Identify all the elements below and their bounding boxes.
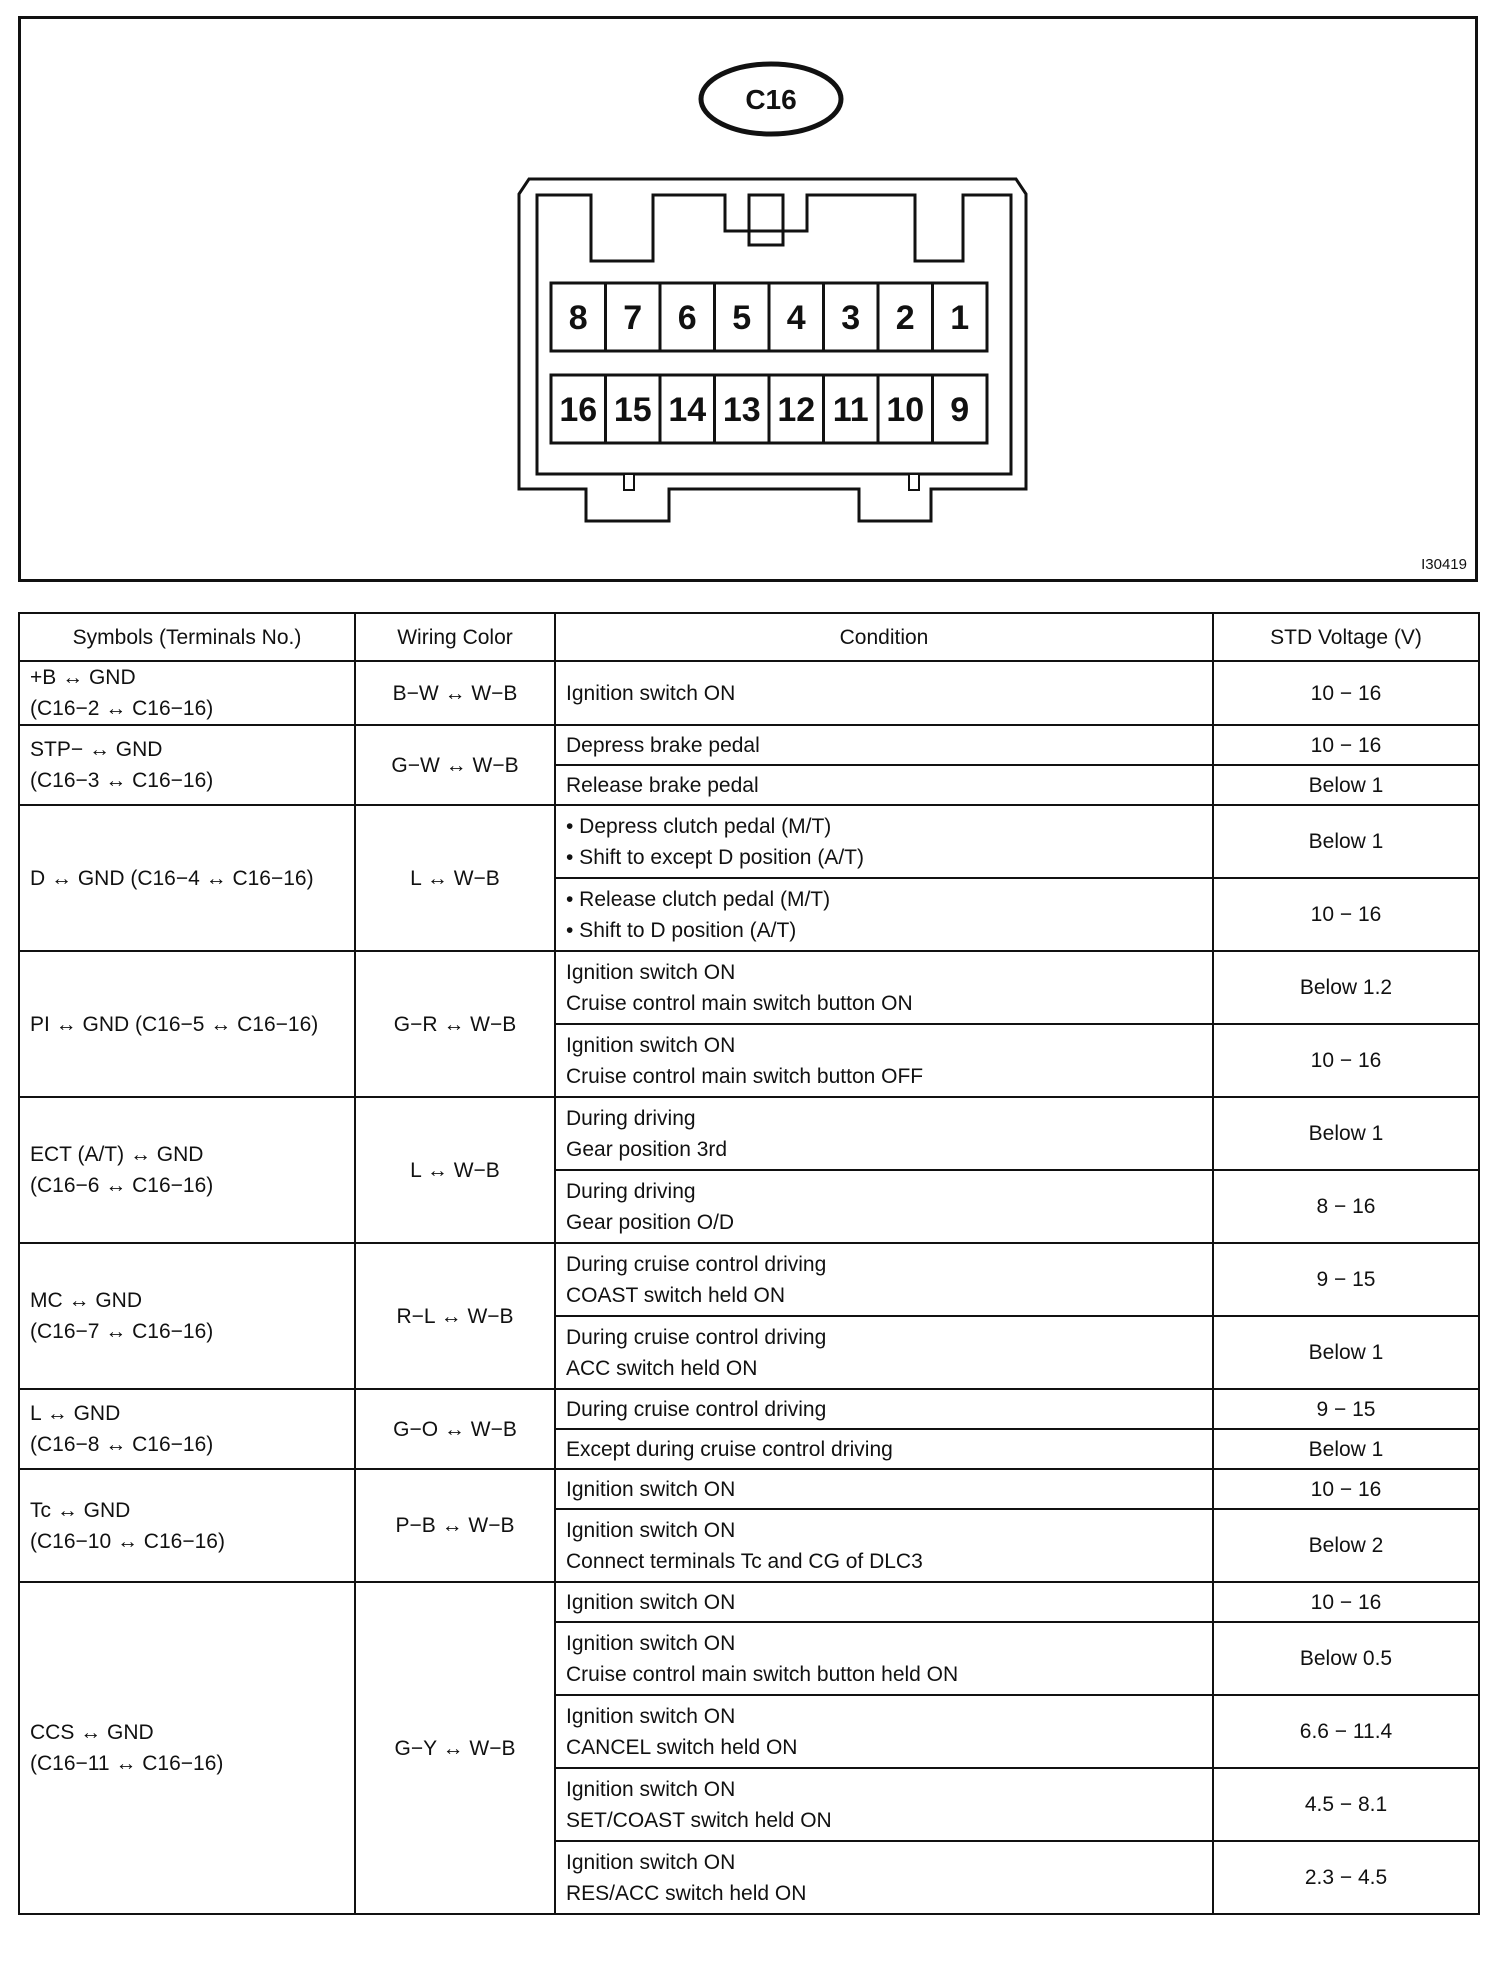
cell-line: L ↔ GND [30, 1402, 121, 1425]
header-condition: Condition [555, 613, 1213, 661]
symbol-cell [19, 1097, 355, 1243]
terminal-bottom-15: 15 [613, 391, 652, 429]
condition-cell [555, 1316, 1213, 1389]
cell-line: +B ↔ GND [30, 666, 136, 689]
condition-cell [555, 1097, 1213, 1170]
cell-line: (C16−7 ↔ C16−16) [30, 1320, 214, 1343]
std-voltage-cell: 8 − 16 [1213, 1170, 1479, 1243]
terminal-bottom-12: 12 [777, 391, 816, 429]
condition-cell [555, 1768, 1213, 1841]
condition-cell [555, 725, 1213, 765]
terminal-bottom-14: 14 [668, 391, 707, 429]
cell-line: Gear position O/D [566, 1210, 735, 1234]
cell-line: Ignition switch ON [566, 1704, 736, 1728]
connector-figure [18, 16, 1478, 582]
cell-line: D ↔ GND (C16−4 ↔ C16−16) [30, 866, 314, 890]
cell-line: STP− ↔ GND [30, 738, 163, 761]
condition-cell [555, 1695, 1213, 1768]
cell-line: • Release clutch pedal (M/T) [566, 887, 831, 911]
std-voltage-cell: Below 0.5 [1213, 1622, 1479, 1695]
std-voltage-cell: Below 1 [1213, 805, 1479, 878]
std-voltage-cell: 2.3 − 4.5 [1213, 1841, 1479, 1914]
cell-line: • Shift to except D position (A/T) [566, 845, 864, 869]
terminal-top-3: 3 [841, 299, 861, 337]
cell-line: Except during cruise control driving [566, 1437, 893, 1461]
table-row [19, 1097, 1479, 1170]
std-voltage-cell: 4.5 − 8.1 [1213, 1768, 1479, 1841]
condition-cell [555, 1243, 1213, 1316]
terminal-top-5: 5 [732, 299, 752, 337]
std-voltage-cell: Below 1 [1213, 1097, 1479, 1170]
connector-drawing [21, 19, 1475, 579]
cell-line: MC ↔ GND [30, 1289, 142, 1312]
cell-line: (C16−2 ↔ C16−16) [30, 697, 214, 720]
table-row [19, 1243, 1479, 1316]
symbol-cell [19, 805, 355, 951]
condition-cell [555, 805, 1213, 878]
symbol-cell [19, 1469, 355, 1582]
table-row [19, 725, 1479, 765]
cell-line: RES/ACC switch held ON [566, 1881, 807, 1905]
connector-notch-right [909, 474, 919, 490]
std-voltage-cell: 10 − 16 [1213, 1469, 1479, 1509]
wiring-color-cell: R−L ↔ W−B [355, 1243, 555, 1389]
condition-cell [555, 1469, 1213, 1509]
cell-line: ECT (A/T) ↔ GND [30, 1143, 204, 1166]
cell-line: (C16−8 ↔ C16−16) [30, 1433, 214, 1456]
cell-line: • Shift to D position (A/T) [566, 918, 797, 942]
cell-line: Depress brake pedal [566, 733, 760, 757]
std-voltage-cell: 10 − 16 [1213, 1024, 1479, 1097]
cell-line: (C16−3 ↔ C16−16) [30, 769, 214, 792]
std-voltage-cell: 9 − 15 [1213, 1243, 1479, 1316]
connector-notch-left [624, 474, 634, 490]
condition-cell [555, 1429, 1213, 1469]
condition-cell [555, 1582, 1213, 1622]
wiring-color-cell: B−W ↔ W−B [355, 661, 555, 725]
symbol-cell [19, 1243, 355, 1389]
terminal-voltage-table [18, 612, 1480, 1915]
cell-line: SET/COAST switch held ON [566, 1808, 832, 1832]
condition-cell [555, 661, 1213, 725]
condition-cell [555, 878, 1213, 951]
table-row [19, 805, 1479, 878]
terminal-top-1: 1 [950, 299, 970, 337]
symbol-cell [19, 1389, 355, 1469]
header-wiring-color: Wiring Color [355, 613, 555, 661]
std-voltage-cell: 9 − 15 [1213, 1389, 1479, 1429]
condition-cell [555, 765, 1213, 805]
cell-line: Release brake pedal [566, 773, 759, 797]
cell-line: • Depress clutch pedal (M/T) [566, 814, 832, 838]
table-row [19, 951, 1479, 1024]
header-std-voltage: STD Voltage (V) [1213, 613, 1479, 661]
table-row [19, 1389, 1479, 1429]
cell-line: ACC switch held ON [566, 1356, 758, 1380]
terminal-top-7: 7 [623, 299, 643, 337]
std-voltage-cell: Below 2 [1213, 1509, 1479, 1582]
condition-cell [555, 1024, 1213, 1097]
cell-line: During cruise control driving [566, 1252, 827, 1276]
condition-cell [555, 1841, 1213, 1914]
cell-line: COAST switch held ON [566, 1283, 786, 1307]
terminal-bottom-10: 10 [886, 391, 925, 429]
cell-line: Ignition switch ON [566, 1590, 736, 1614]
std-voltage-cell: Below 1.2 [1213, 951, 1479, 1024]
condition-cell [555, 1622, 1213, 1695]
wiring-color-cell: G−W ↔ W−B [355, 725, 555, 805]
wiring-color-cell: P−B ↔ W−B [355, 1469, 555, 1582]
std-voltage-cell: 6.6 − 11.4 [1213, 1695, 1479, 1768]
cell-line: Ignition switch ON [566, 681, 736, 705]
terminal-top-4: 4 [786, 299, 806, 337]
wiring-color-cell: G−O ↔ W−B [355, 1389, 555, 1469]
table-header-row [19, 613, 1479, 661]
cell-line: (C16−6 ↔ C16−16) [30, 1174, 214, 1197]
cell-line: Ignition switch ON [566, 1777, 736, 1801]
cell-line: Ignition switch ON [566, 960, 736, 984]
symbol-cell [19, 951, 355, 1097]
terminal-top-2: 2 [895, 299, 915, 337]
cell-line: Gear position 3rd [566, 1137, 728, 1161]
cell-line: During cruise control driving [566, 1397, 827, 1421]
cell-line: Cruise control main switch button ON [566, 991, 913, 1015]
std-voltage-cell: Below 1 [1213, 765, 1479, 805]
std-voltage-cell: 10 − 16 [1213, 725, 1479, 765]
cell-line: Ignition switch ON [566, 1477, 736, 1501]
std-voltage-cell: 10 − 16 [1213, 878, 1479, 951]
wiring-color-cell: G−R ↔ W−B [355, 951, 555, 1097]
wiring-color-cell: L ↔ W−B [355, 805, 555, 951]
terminal-bottom-13: 13 [722, 391, 761, 429]
condition-cell [555, 1509, 1213, 1582]
std-voltage-cell: 10 − 16 [1213, 1582, 1479, 1622]
cell-line: CCS ↔ GND [30, 1721, 154, 1744]
condition-cell [555, 1389, 1213, 1429]
cell-line: Ignition switch ON [566, 1033, 736, 1057]
table-row [19, 1582, 1479, 1622]
cell-line: Tc ↔ GND [30, 1498, 131, 1522]
cell-line: Cruise control main switch button OFF [566, 1064, 924, 1088]
terminal-top-8: 8 [568, 299, 588, 337]
cell-line: PI ↔ GND (C16−5 ↔ C16−16) [30, 1012, 319, 1036]
cell-line: During driving [566, 1179, 696, 1203]
cell-line: Cruise control main switch button held ON [566, 1662, 959, 1686]
cell-line: During cruise control driving [566, 1325, 827, 1349]
std-voltage-cell: 10 − 16 [1213, 661, 1479, 725]
connector-label: C16 [745, 84, 797, 115]
connector-key [749, 195, 783, 245]
terminal-bottom-11: 11 [832, 391, 869, 429]
cell-line: CANCEL switch held ON [566, 1735, 798, 1759]
symbol-cell [19, 725, 355, 805]
cell-line: Connect terminals Tc and CG of DLC3 [566, 1549, 923, 1573]
table-row [19, 661, 1479, 725]
table-row [19, 1469, 1479, 1509]
symbol-cell [19, 1582, 355, 1914]
cell-line: Ignition switch ON [566, 1518, 736, 1542]
std-voltage-cell: Below 1 [1213, 1316, 1479, 1389]
wiring-color-cell: G−Y ↔ W−B [355, 1582, 555, 1914]
std-voltage-cell: Below 1 [1213, 1429, 1479, 1469]
condition-cell [555, 951, 1213, 1024]
cell-line: During driving [566, 1106, 696, 1130]
figure-id: I30419 [1421, 556, 1467, 573]
symbol-cell [19, 661, 355, 725]
cell-line: Ignition switch ON [566, 1850, 736, 1874]
wiring-color-cell: L ↔ W−B [355, 1097, 555, 1243]
condition-cell [555, 1170, 1213, 1243]
terminal-bottom-9: 9 [950, 391, 970, 429]
header-symbols: Symbols (Terminals No.) [19, 613, 355, 661]
cell-line: Ignition switch ON [566, 1631, 736, 1655]
terminal-bottom-16: 16 [559, 391, 598, 429]
terminal-top-6: 6 [677, 299, 697, 337]
cell-line: (C16−11 ↔ C16−16) [30, 1752, 224, 1775]
cell-line: (C16−10 ↔ C16−16) [30, 1529, 225, 1553]
